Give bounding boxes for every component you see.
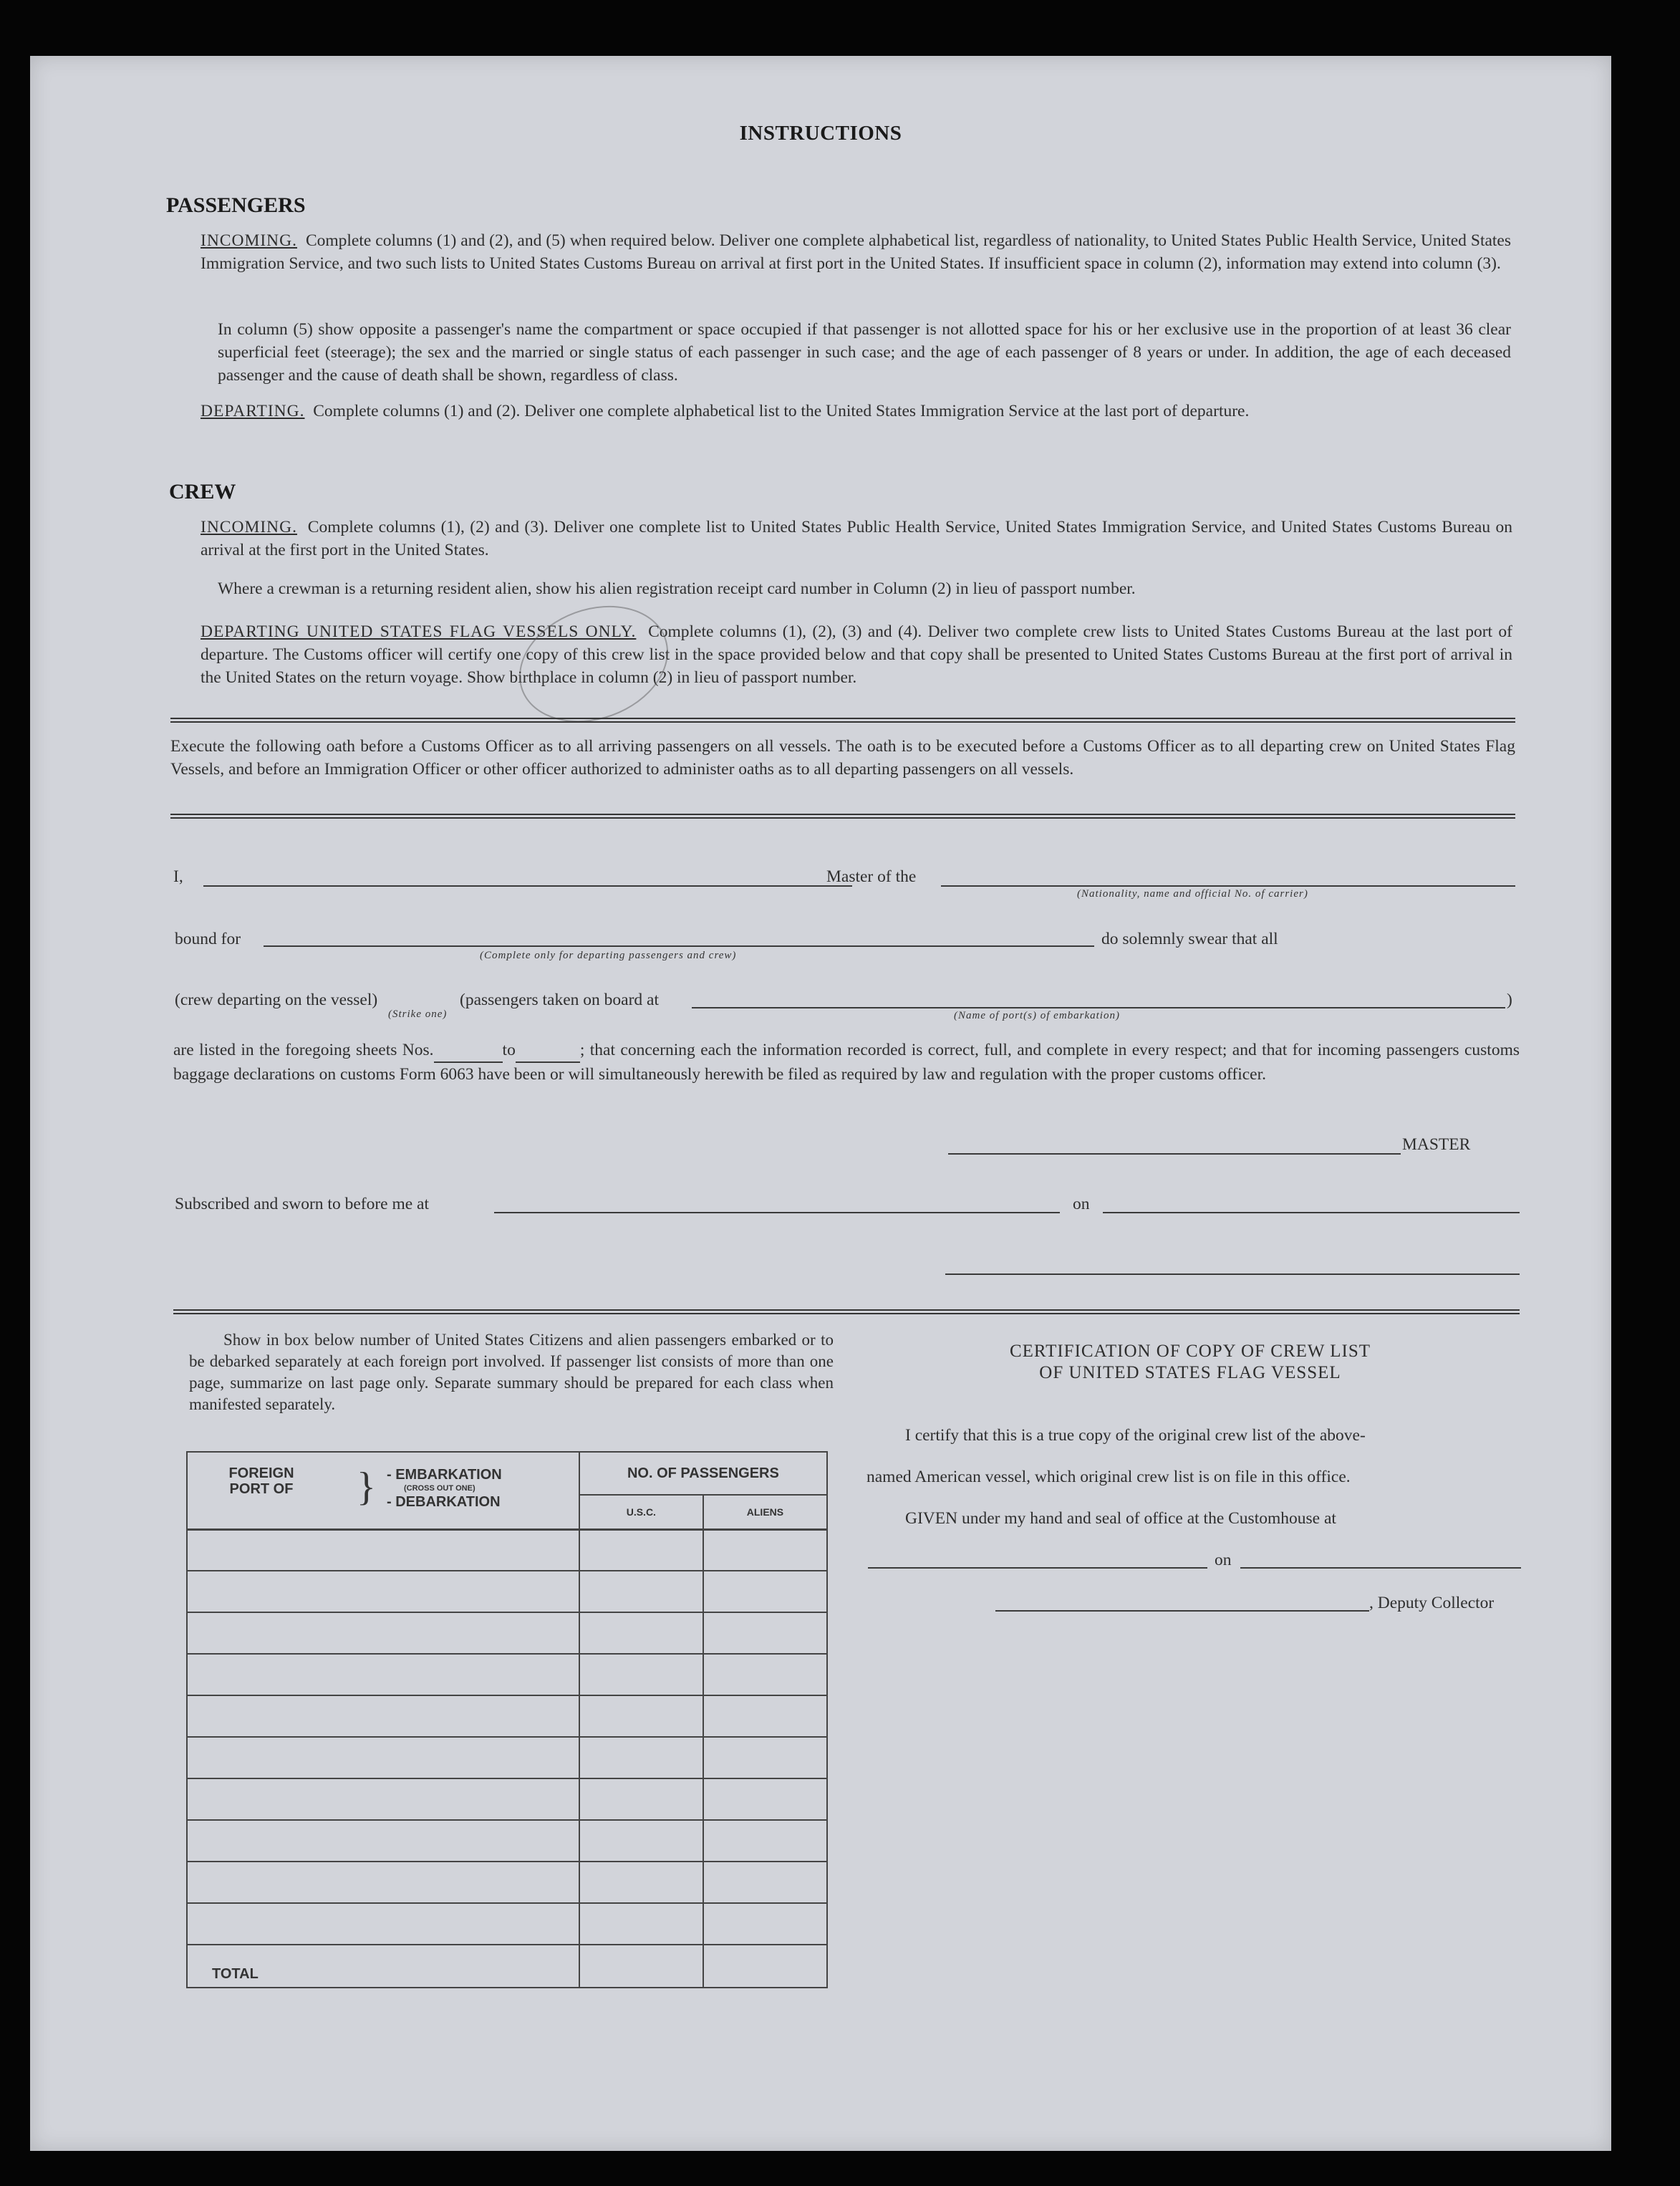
subscribed-place-line[interactable]: [494, 1212, 1060, 1213]
port-cell[interactable]: [187, 1903, 579, 1945]
usc-total-cell[interactable]: [579, 1945, 703, 1988]
usc-cell[interactable]: [579, 1654, 703, 1695]
page-title: INSTRUCTIONS: [739, 122, 902, 145]
section-divider: [170, 718, 1515, 723]
port-header-cell: [187, 1452, 579, 1529]
cross-out-label: (CROSS OUT ONE): [404, 1484, 475, 1493]
certify-text-1: I certify that this is a true copy of the original crew list of the above-: [905, 1426, 1366, 1445]
passengers-heading: PASSENGERS: [166, 193, 306, 217]
aliens-cell[interactable]: [703, 1571, 827, 1612]
table-row: [187, 1571, 827, 1612]
departing-caption: (Complete only for departing passengers and crew): [480, 950, 737, 961]
usc-cell[interactable]: [579, 1612, 703, 1654]
sheet-to-line[interactable]: [516, 1039, 580, 1063]
table-row: [187, 1778, 827, 1820]
master-name-line[interactable]: [203, 885, 852, 887]
port-cell[interactable]: [187, 1820, 579, 1862]
aliens-cell[interactable]: [703, 1737, 827, 1778]
usc-cell[interactable]: [579, 1737, 703, 1778]
table-row: [187, 1529, 827, 1571]
deputy-collector-label: , Deputy Collector: [1369, 1594, 1495, 1612]
swear-label: do solemnly swear that all: [1101, 930, 1278, 948]
usc-cell[interactable]: [579, 1695, 703, 1737]
total-label: TOTAL: [187, 1945, 579, 1988]
section-divider: [173, 1309, 1520, 1314]
crew-departing-paragraph: [201, 620, 1512, 689]
strike-caption: (Strike one): [388, 1008, 448, 1020]
embarkation-port-line[interactable]: [692, 1007, 1505, 1008]
aliens-cell[interactable]: [703, 1862, 827, 1903]
oath-i-label: I,: [173, 867, 183, 886]
passengers-header-cell: NO. OF PASSENGERS: [579, 1452, 827, 1495]
port-cell[interactable]: [187, 1529, 579, 1571]
aliens-cell[interactable]: [703, 1529, 827, 1571]
port-cell[interactable]: [187, 1612, 579, 1654]
aliens-cell[interactable]: [703, 1654, 827, 1695]
port-cell[interactable]: [187, 1571, 579, 1612]
usc-header-cell: U.S.C.: [579, 1495, 703, 1529]
crew-heading: CREW: [169, 480, 236, 504]
aliens-cell[interactable]: [703, 1778, 827, 1820]
sheets-label: are listed in the foregoing sheets Nos.: [173, 1041, 434, 1059]
table-row: [187, 1903, 827, 1945]
ports-caption: (Name of port(s) of embarkation): [954, 1010, 1120, 1021]
total-row: [187, 1945, 827, 1988]
passenger-summary-table: [186, 1451, 828, 1988]
port-cell[interactable]: [187, 1778, 579, 1820]
aliens-cell[interactable]: [703, 1903, 827, 1945]
passengers-column5-paragraph: In column (5) show opposite a passenger's name the compartment or space occupied if that passenger is not allotted space for his or her exclusive use in the proportion of at least 36 clear superficial feet (steerage); the sex and the married or single status of each passenger in such case; and the age of each passenger of 8 years or under. In addition, the age of each deceased passenger and the cause of death shall be shown, regardless of class.: [218, 320, 1511, 385]
master-of-label: Master of the: [826, 867, 917, 886]
passengers-departing-text: Complete columns (1) and (2). Deliver one complete alphabetical list to the United States Immigration Service at the last port of departure.: [313, 402, 1250, 420]
port-cell[interactable]: [187, 1695, 579, 1737]
crew-incoming-lead: INCOMING.: [201, 518, 297, 536]
master-label: MASTER: [1402, 1135, 1471, 1154]
officer-signature-line[interactable]: [945, 1273, 1520, 1275]
port-cell[interactable]: [187, 1862, 579, 1903]
certification-on-label: on: [1215, 1551, 1232, 1569]
usc-cell[interactable]: [579, 1820, 703, 1862]
passengers-departing-paragraph: [201, 400, 1511, 423]
crew-resident-paragraph: Where a crewman is a returning resident alien, show his alien registration receipt card number in Column (2) in lieu of passport number.: [218, 579, 1136, 598]
certification-heading-line2: OF UNITED STATES FLAG VESSEL: [1039, 1363, 1341, 1382]
certification-heading-line1: CERTIFICATION OF COPY OF CREW LIST: [1009, 1342, 1371, 1361]
deputy-collector-line[interactable]: [995, 1610, 1369, 1612]
passengers-taken-option: (passengers taken on board at: [460, 991, 659, 1009]
usc-cell[interactable]: [579, 1862, 703, 1903]
table-row: [187, 1820, 827, 1862]
carrier-line[interactable]: [941, 885, 1515, 887]
bound-for-line[interactable]: [264, 945, 1094, 947]
passengers-incoming-paragraph: [201, 229, 1511, 275]
certify-text-2: named American vessel, which original crew list is on file in this office.: [866, 1468, 1351, 1486]
oath-instruction-paragraph: Execute the following oath before a Customs Officer as to all arriving passengers on all vessels. The oath is to be executed before a Customs Officer as to all departing crew on United States Flag Vessels, and before an Immigration Officer or other officer authorized to administer oaths as to all departing passengers on all vessels.: [170, 737, 1515, 779]
port-cell[interactable]: [187, 1654, 579, 1695]
subscribed-label: Subscribed and sworn to before me at: [175, 1195, 430, 1213]
table-row: [187, 1862, 827, 1903]
crew-incoming-text: Complete columns (1), (2) and (3). Deliver one complete list to United States Public Health Service, United States Immigration Service, and United States Customs Bureau on arrival at the first port in the United States.: [201, 518, 1512, 559]
passengers-incoming-lead: INCOMING.: [201, 231, 297, 250]
subscribed-on-label: on: [1073, 1195, 1090, 1213]
table-row: [187, 1695, 827, 1737]
crew-departing-text: Complete columns (1), (2), (3) and (4). Deliver two complete crew lists to United States Customs Bureau at the last port of departure. The Customs officer will certify one copy of this crew list in the space provided below and that copy shall be presented to United States Customs Bureau at the first port of arrival in the United States on the return voyage. Show birthplace in column (2) in lieu of passport number.: [201, 622, 1513, 687]
table-row: [187, 1612, 827, 1654]
table-row: [187, 1737, 827, 1778]
usc-cell[interactable]: [579, 1529, 703, 1571]
aliens-cell[interactable]: [703, 1695, 827, 1737]
usc-cell[interactable]: [579, 1903, 703, 1945]
foreign-port-label: FOREIGN PORT OF: [228, 1465, 294, 1497]
port-cell[interactable]: [187, 1737, 579, 1778]
certification-date-line[interactable]: [1240, 1567, 1521, 1569]
table-row: [187, 1654, 827, 1695]
crew-departing-option: (crew departing on the vessel): [175, 991, 378, 1009]
to-label: to: [502, 1041, 516, 1059]
passengers-departing-lead: DEPARTING.: [201, 402, 305, 420]
debarkation-label: - DEBARKATION: [387, 1494, 501, 1510]
section-divider: [170, 814, 1515, 819]
usc-cell[interactable]: [579, 1778, 703, 1820]
carrier-caption: (Nationality, name and official No. of carrier): [1077, 888, 1308, 900]
aliens-cell[interactable]: [703, 1820, 827, 1862]
certification-heading: [875, 1341, 1505, 1384]
aliens-cell[interactable]: [703, 1612, 827, 1654]
sheets-rest: ; that concerning each the information recorded is correct, full, and complete in every respect; and that for incoming passengers customs baggage declarations on customs Form 6063 have been or will simultaneously herewith be filed as required by law and regulation with the proper customs officer.: [173, 1041, 1520, 1084]
sheets-paragraph: [173, 1039, 1520, 1086]
crew-departing-lead: DEPARTING UNITED STATES FLAG VESSELS ONLY.: [201, 622, 637, 641]
close-paren: ): [1507, 991, 1512, 1009]
customhouse-place-line[interactable]: [868, 1567, 1207, 1569]
crew-incoming-paragraph: [201, 516, 1512, 562]
passengers-incoming-text: Complete columns (1) and (2), and (5) when required below. Deliver one complete alphabetical list, regardless of nationality, to United States Public Health Service, United States Immigration Service, and two such lists to United States Customs Bureau on arrival at first port in the United States. If insufficient space in column (2), information may extend into column (3).: [201, 231, 1512, 273]
embarkation-label: - EMBARKATION: [387, 1467, 502, 1483]
bound-for-label: bound for: [175, 930, 241, 948]
usc-cell[interactable]: [579, 1571, 703, 1612]
master-signature-line[interactable]: [948, 1153, 1401, 1155]
subscribed-date-line[interactable]: [1103, 1212, 1520, 1213]
form-sheet: [30, 56, 1611, 2151]
brace-icon: }: [357, 1465, 376, 1509]
summary-instruction: Show in box below number of United States Citizens and alien passengers embarked or to be debarked separately at each foreign port involved. If passenger list consists of more than one page, summarize on last page only. Separate summary should be prepared for each class when manifested separately.: [189, 1331, 834, 1413]
given-text: GIVEN under my hand and seal of office at the Customhouse at: [905, 1509, 1336, 1528]
aliens-total-cell[interactable]: [703, 1945, 827, 1988]
sheet-from-line[interactable]: [434, 1039, 503, 1063]
aliens-header-cell: ALIENS: [703, 1495, 827, 1529]
